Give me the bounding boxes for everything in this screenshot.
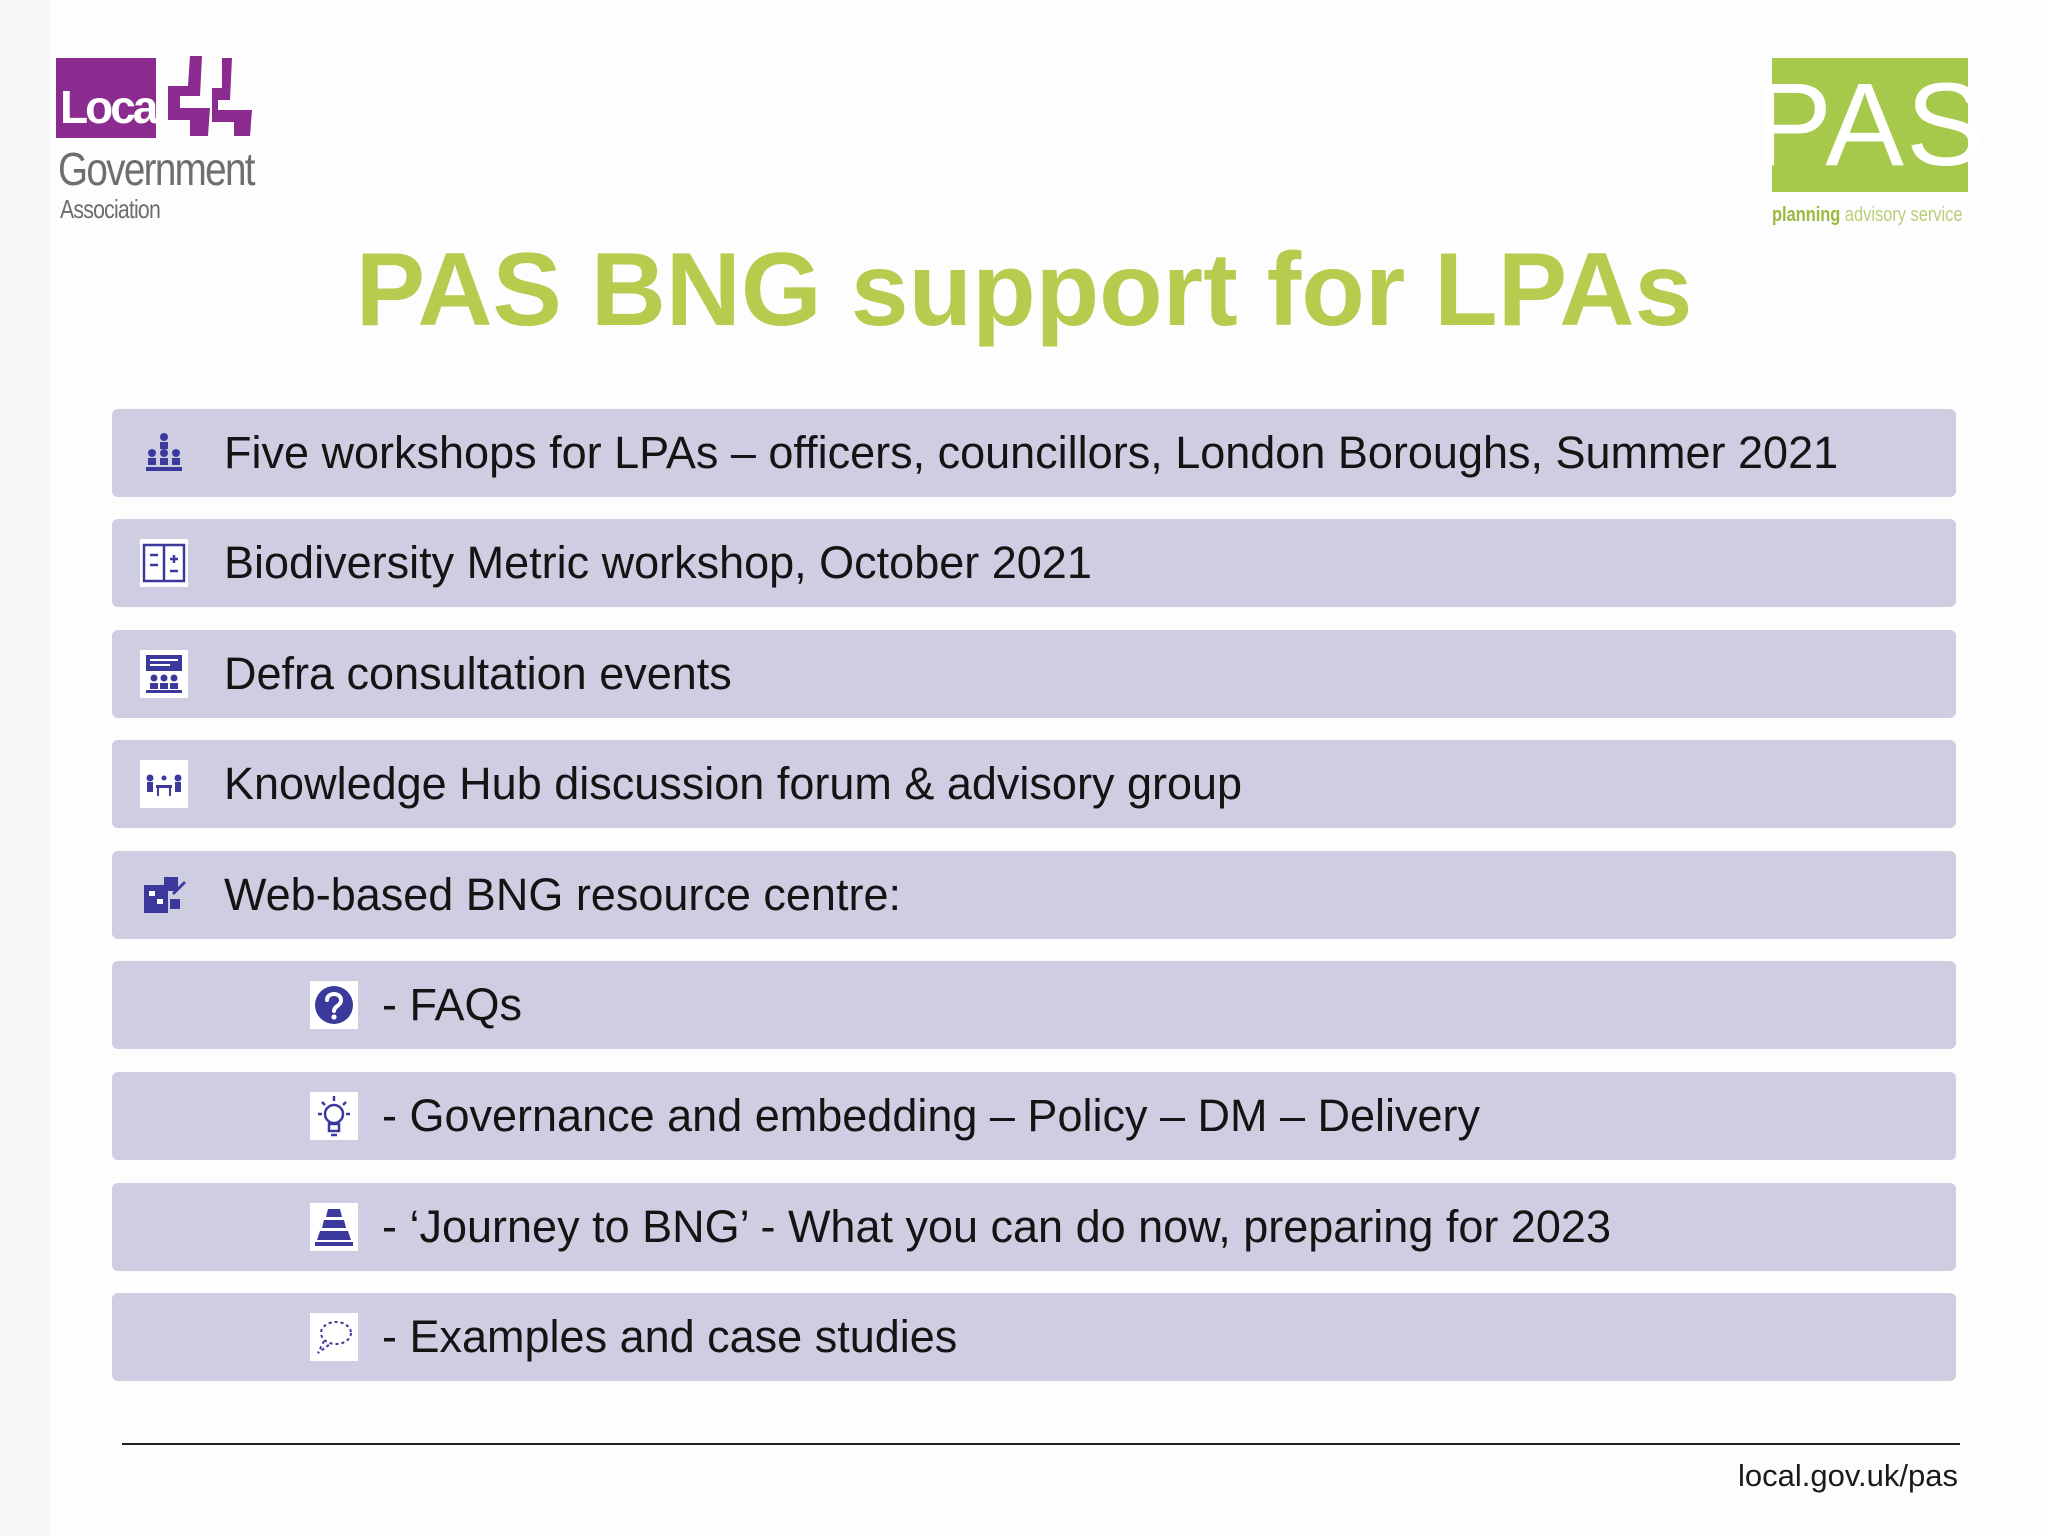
item-text: Defra consultation events <box>224 648 732 699</box>
list-item <box>112 961 1956 1049</box>
list-item <box>112 1072 1956 1160</box>
list-item <box>112 1293 1956 1381</box>
pas-logo-mark: PAS <box>1753 59 1987 191</box>
lga-logo-local: Local <box>56 58 156 138</box>
item-text: - FAQs <box>382 979 523 1030</box>
people-hierarchy-icon <box>140 429 188 477</box>
item-text: - ‘Journey to BNG’ - What you can do now, preparing for 2023 <box>382 1201 1611 1252</box>
footer-url: local.gov.uk/pas <box>1738 1458 1958 1493</box>
road-journey-icon <box>310 1203 358 1251</box>
lga-logo-association: Association <box>60 194 161 224</box>
question-mark-icon <box>310 981 358 1029</box>
presentation-audience-icon <box>140 650 188 698</box>
list-item <box>112 851 1956 939</box>
item-text: - Governance and embedding – Policy – DM – Delivery <box>382 1090 1481 1141</box>
footer-divider <box>122 1443 1960 1445</box>
lga-logo-government: Government <box>58 143 254 195</box>
pas-logo-tagline <box>1772 204 1963 227</box>
list-item <box>112 630 1956 718</box>
web-resource-icon <box>140 871 188 919</box>
item-text: Five workshops for LPAs – officers, councillors, London Boroughs, Summer 2021 <box>224 427 1839 478</box>
item-text: Knowledge Hub discussion forum & advisory group <box>224 758 1243 809</box>
list-item <box>112 1183 1956 1271</box>
lightbulb-icon <box>310 1092 358 1140</box>
list-item <box>112 519 1956 607</box>
item-text: Biodiversity Metric workshop, October 2021 <box>224 537 1092 588</box>
item-text: - Examples and case studies <box>382 1311 958 1362</box>
lga-logo <box>56 56 296 226</box>
item-text: Web-based BNG resource centre: <box>224 869 901 920</box>
pas-tagline-rest: advisory service <box>1844 204 1963 226</box>
slide-title: PAS BNG support for LPAs <box>355 232 1693 348</box>
pas-logo <box>1753 58 1987 234</box>
list-item <box>112 740 1956 828</box>
speech-bubble-icon <box>310 1313 358 1361</box>
pas-tagline-planning: planning <box>1772 204 1841 226</box>
metric-calculator-icon <box>140 539 188 587</box>
discussion-forum-icon <box>140 760 188 808</box>
list-item <box>112 409 1956 497</box>
lga-brace-icon <box>160 56 260 138</box>
